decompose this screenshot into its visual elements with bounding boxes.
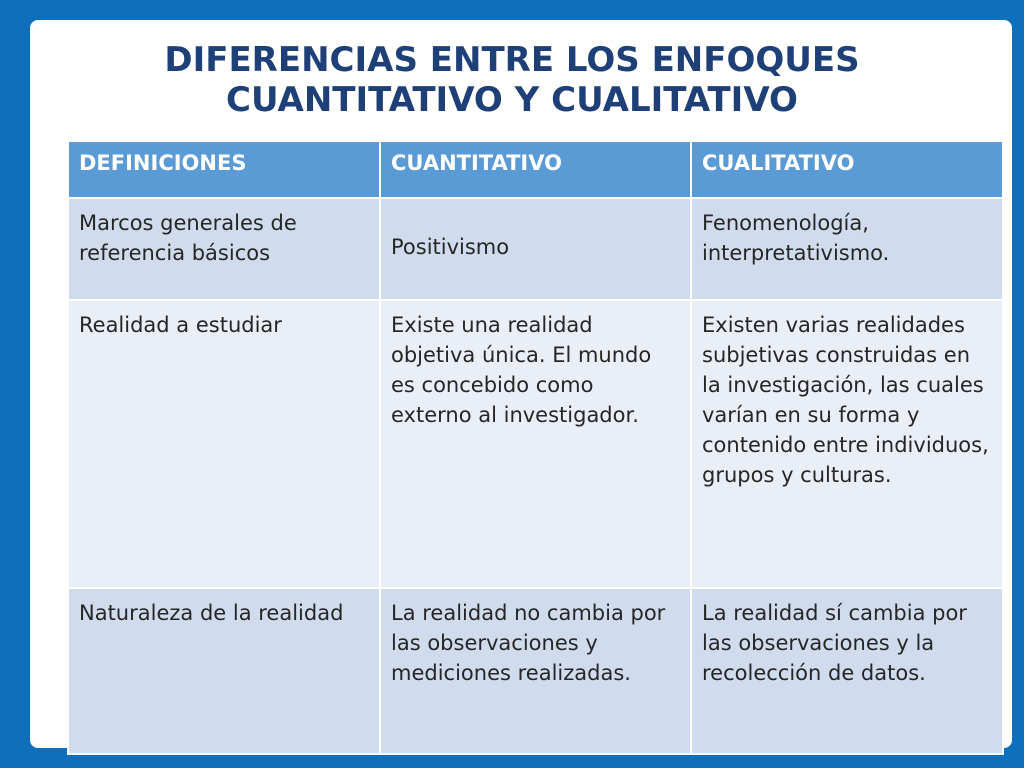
cell-definicion: Naturaleza de la realidad	[68, 588, 380, 754]
title-line-2: CUANTITATIVO Y CUALITATIVO	[226, 80, 798, 120]
comparison-table	[67, 140, 1004, 755]
cell-cuantitativo: La realidad no cambia por las observaciones y mediciones realizadas.	[380, 588, 691, 754]
title-line-1: DIFERENCIAS ENTRE LOS ENFOQUES	[164, 40, 860, 80]
header-cualitativo: CUALITATIVO	[691, 141, 1003, 198]
header-definiciones: DEFINICIONES	[68, 141, 380, 198]
cell-cuantitativo: Positivismo	[380, 198, 691, 300]
slide-title	[0, 40, 1024, 120]
table-row	[68, 588, 1003, 754]
cell-definicion: Marcos generales de referencia básicos	[68, 198, 380, 300]
table-header-row	[68, 141, 1003, 198]
cell-cuantitativo: Existe una realidad objetiva única. El mundo es concebido como externo al investigador.	[380, 300, 691, 588]
table-row	[68, 300, 1003, 588]
cell-definicion: Realidad a estudiar	[68, 300, 380, 588]
header-cuantitativo: CUANTITATIVO	[380, 141, 691, 198]
cell-cualitativo: Fenomenología, interpretativismo.	[691, 198, 1003, 300]
table-row	[68, 198, 1003, 300]
cell-cualitativo: La realidad sí cambia por las observaciones y la recolección de datos.	[691, 588, 1003, 754]
cell-cualitativo: Existen varias realidades subjetivas construidas en la investigación, las cuales varían en su forma y contenido entre individuos, grupos y culturas.	[691, 300, 1003, 588]
